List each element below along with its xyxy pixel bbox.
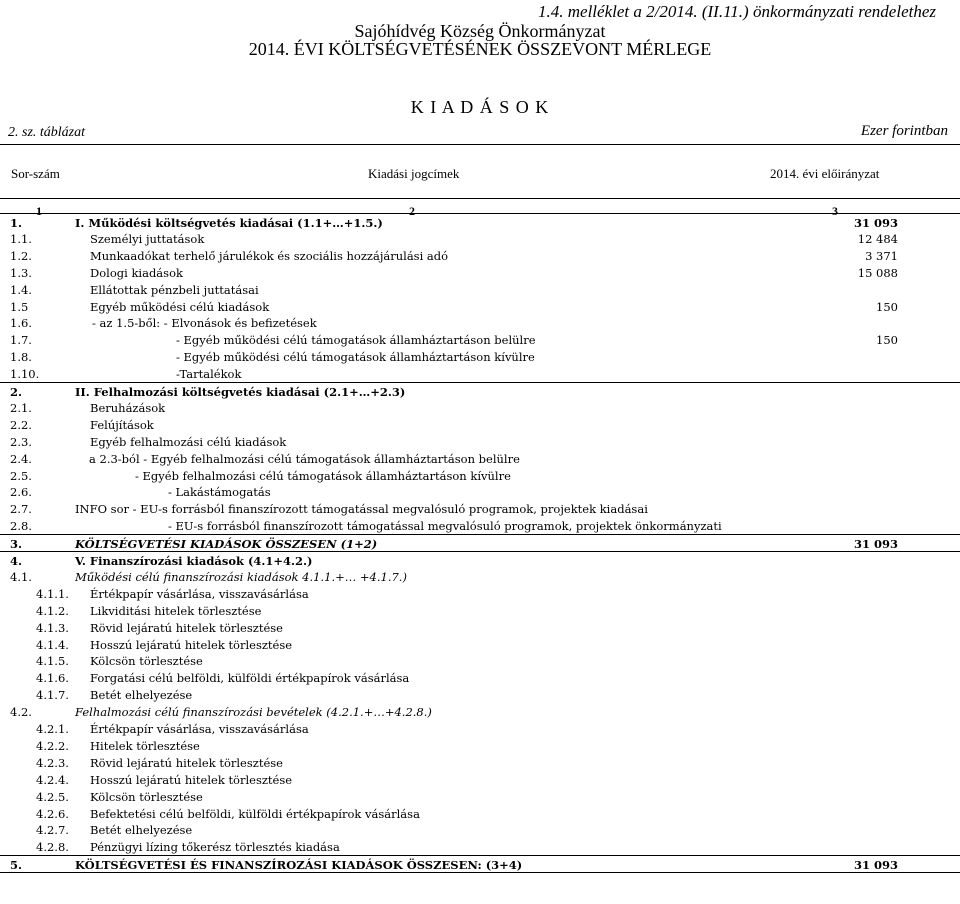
row-amount: 31 093 [853,537,898,552]
table-row [0,737,960,753]
row-number: 2.7. [10,502,32,517]
row-label: Rövid lejáratú hitelek törlesztése [90,620,283,635]
divider [0,198,960,199]
row-label: Ellátottak pénzbeli juttatásai [90,282,259,297]
row-label: Hosszú lejáratú hitelek törlesztése [90,772,293,787]
row-amount: 15 088 [857,265,898,280]
row-number: 2.3. [10,434,32,449]
row-amount: 31 093 [853,216,898,230]
row-number: 1.8. [10,350,32,365]
column-header-title: Kiadási jogcímek [368,166,460,181]
table-row [0,348,960,364]
table-row [0,450,960,466]
table-row [0,281,960,297]
document-title: 2014. ÉVI KÖLTSÉGVETÉSÉNEK ÖSSZEVONT MÉRLEGE [248,39,712,59]
row-number: 2.4. [10,451,32,466]
column-header-amount: 2014. évi előirányzat [770,166,880,181]
row-number: 4.1.2. [36,603,69,618]
column-header-number: Sor-szám [11,166,60,181]
row-number: 4.1.1. [36,586,69,601]
row-label: KÖLTSÉGVETÉSI KIADÁSOK ÖSSZESEN (1+2) [75,537,378,552]
table-row [0,298,960,314]
row-amount: 12 484 [857,231,898,246]
row-label: - Egyéb felhalmozási célú támogatások államháztartáson kívülre [135,468,511,483]
row-label: Kölcsön törlesztése [90,654,203,669]
table-row [0,264,960,280]
row-label: - Egyéb működési célú támogatások államháztartáson kívülre [176,350,535,365]
table-row [0,500,960,516]
row-number: 1.10. [10,367,40,382]
row-label: II. Felhalmozási költségvetés kiadásai (2.1+…+2.3) [75,385,406,399]
row-amount: 150 [876,299,898,314]
row-label: - Lakástámogatás [168,485,271,500]
table-row [0,636,960,652]
row-number: 1. [10,216,23,230]
row-label: I. Működési költségvetés kiadásai (1.1+…+1.5.) [75,216,383,230]
row-number: 1.1. [10,231,32,246]
table-row [0,788,960,804]
row-number: 4.2.8. [36,840,69,855]
table-row [0,517,960,533]
table-row [0,602,960,618]
row-number: 1.5 [10,299,29,314]
row-amount: 3 371 [865,248,898,263]
row-number: 2.1. [10,400,32,415]
section-title: K I A D Á S O K [410,97,550,117]
row-number: 2.2. [10,417,32,432]
table-row [0,416,960,432]
table-row [0,805,960,821]
table-row [0,585,960,601]
column-index-1: 1 [36,204,42,218]
row-number: 4.2.4. [36,772,69,787]
table-row [0,720,960,736]
table-row [0,483,960,499]
unit-label: Ezer forintban [860,123,948,139]
row-label: KÖLTSÉGVETÉSI ÉS FINANSZÍROZÁSI KIADÁSOK ÖSSZESEN: (3+4) [75,858,523,873]
table-row [0,838,960,854]
table-row [0,230,960,246]
row-label: Hosszú lejáratú hitelek törlesztése [90,637,293,652]
table-row [0,669,960,685]
row-number: 4.2.3. [36,755,69,770]
row-label: Rövid lejáratú hitelek törlesztése [90,755,283,770]
column-index-2: 2 [409,204,415,218]
table-row [0,331,960,347]
table-row [0,652,960,668]
row-label: Beruházások [90,400,166,415]
row-label: Befektetési célú belföldi, külföldi értékpapírok vásárlása [90,806,420,821]
row-label: Értékpapír vásárlása, visszavásárlása [90,586,309,601]
table-row [0,399,960,415]
row-number: 4.2. [10,705,32,720]
table-row [0,365,960,381]
table-row [0,467,960,483]
row-label: Egyéb működési célú kiadások [90,299,270,314]
row-label: Forgatási célú belföldi, külföldi értékpapírok vásárlása [90,671,410,686]
row-label: Betét elhelyezése [90,688,193,703]
row-number: 3. [10,537,23,552]
row-number: 4.1.4. [36,637,69,652]
row-label: - EU-s forrásból finanszírozott támogatással megvalósuló programok, projektek önkormányzati [168,519,722,534]
row-label: V. Finanszírozási kiadások (4.1+4.2.) [75,554,313,568]
row-label: Hitelek törlesztése [90,738,200,753]
row-number: 4.2.6. [36,806,69,821]
row-amount: 31 093 [853,858,898,873]
row-label: Betét elhelyezése [90,823,193,838]
table-row [0,551,960,568]
row-label: Kölcsön törlesztése [90,789,203,804]
row-number: 1.7. [10,333,32,348]
organization-name: Sajóhídvég Község Önkormányzat [354,21,606,41]
table-header [0,146,960,198]
table-row [0,855,960,873]
row-number: 4. [10,554,23,568]
row-label: Értékpapír vásárlása, visszavásárlása [90,722,309,736]
row-label: Pénzügyi lízing tőkerész törlesztés kiadása [90,840,340,855]
row-label: - Egyéb működési célú támogatások államháztartáson belülre [176,333,536,348]
annex-reference: 1.4. melléklet a 2/2014. (II.11.) önkormányzati rendelethez [538,2,936,21]
row-label: Felhalmozási célú finanszírozási bevételek (4.2.1.+…+4.2.8.) [75,705,432,720]
table-row [0,568,960,584]
row-amount: 150 [876,333,898,348]
row-number: 1.6. [10,316,32,331]
row-number: 4.1.6. [36,671,69,686]
row-number: 4.2.7. [36,823,69,838]
row-number: 4.1.7. [36,688,69,703]
row-label: Személyi juttatások [90,231,205,246]
table-row [0,619,960,635]
row-number: 4.2.2. [36,738,69,753]
row-number: 4.1.5. [36,654,69,669]
row-number: 2.8. [10,519,32,534]
row-label: INFO sor - EU-s forrásból finanszírozott támogatással megvalósuló programok, projektek kiadásai [75,502,648,517]
table-row [0,754,960,770]
divider [0,144,960,145]
row-label: Dologi kiadások [90,265,183,280]
table-row [0,433,960,449]
row-label: Munkaadókat terhelő járulékok és szociális hozzájárulási adó [90,248,449,263]
row-number: 1.2. [10,248,32,263]
row-number: 2.6. [10,485,32,500]
table-row [0,534,960,551]
table-number: 2. sz. táblázat [8,125,86,140]
row-label: -Tartalékok [176,367,242,382]
row-number: 5. [10,858,23,873]
row-number: 2.5. [10,468,32,483]
row-number: 4.1.3. [36,620,69,635]
table-row [0,247,960,263]
row-label: Felújítások [90,417,154,432]
row-label: - az 1.5-ből: - Elvonások és befizetések [92,316,317,331]
row-number: 4.2.1. [36,722,69,736]
row-label: Egyéb felhalmozási célú kiadások [90,434,287,449]
table-row [0,771,960,787]
column-index-3: 3 [832,204,838,218]
table-row [0,703,960,719]
table-row [0,314,960,330]
row-number: 2. [10,385,23,399]
row-number: 4.2.5. [36,789,69,804]
table-row [0,686,960,702]
row-label: Likviditási hitelek törlesztése [90,603,262,618]
row-label: a 2.3-ból - Egyéb felhalmozási célú támogatások államháztartáson belülre [89,451,520,466]
table-row [0,213,960,230]
row-number: 1.3. [10,265,32,280]
table-row [0,821,960,837]
table-row [0,382,960,399]
row-number: 4.1. [10,569,32,584]
row-label: Működési célú finanszírozási kiadások 4.1.1.+… +4.1.7.) [75,569,407,584]
row-number: 1.4. [10,282,32,297]
